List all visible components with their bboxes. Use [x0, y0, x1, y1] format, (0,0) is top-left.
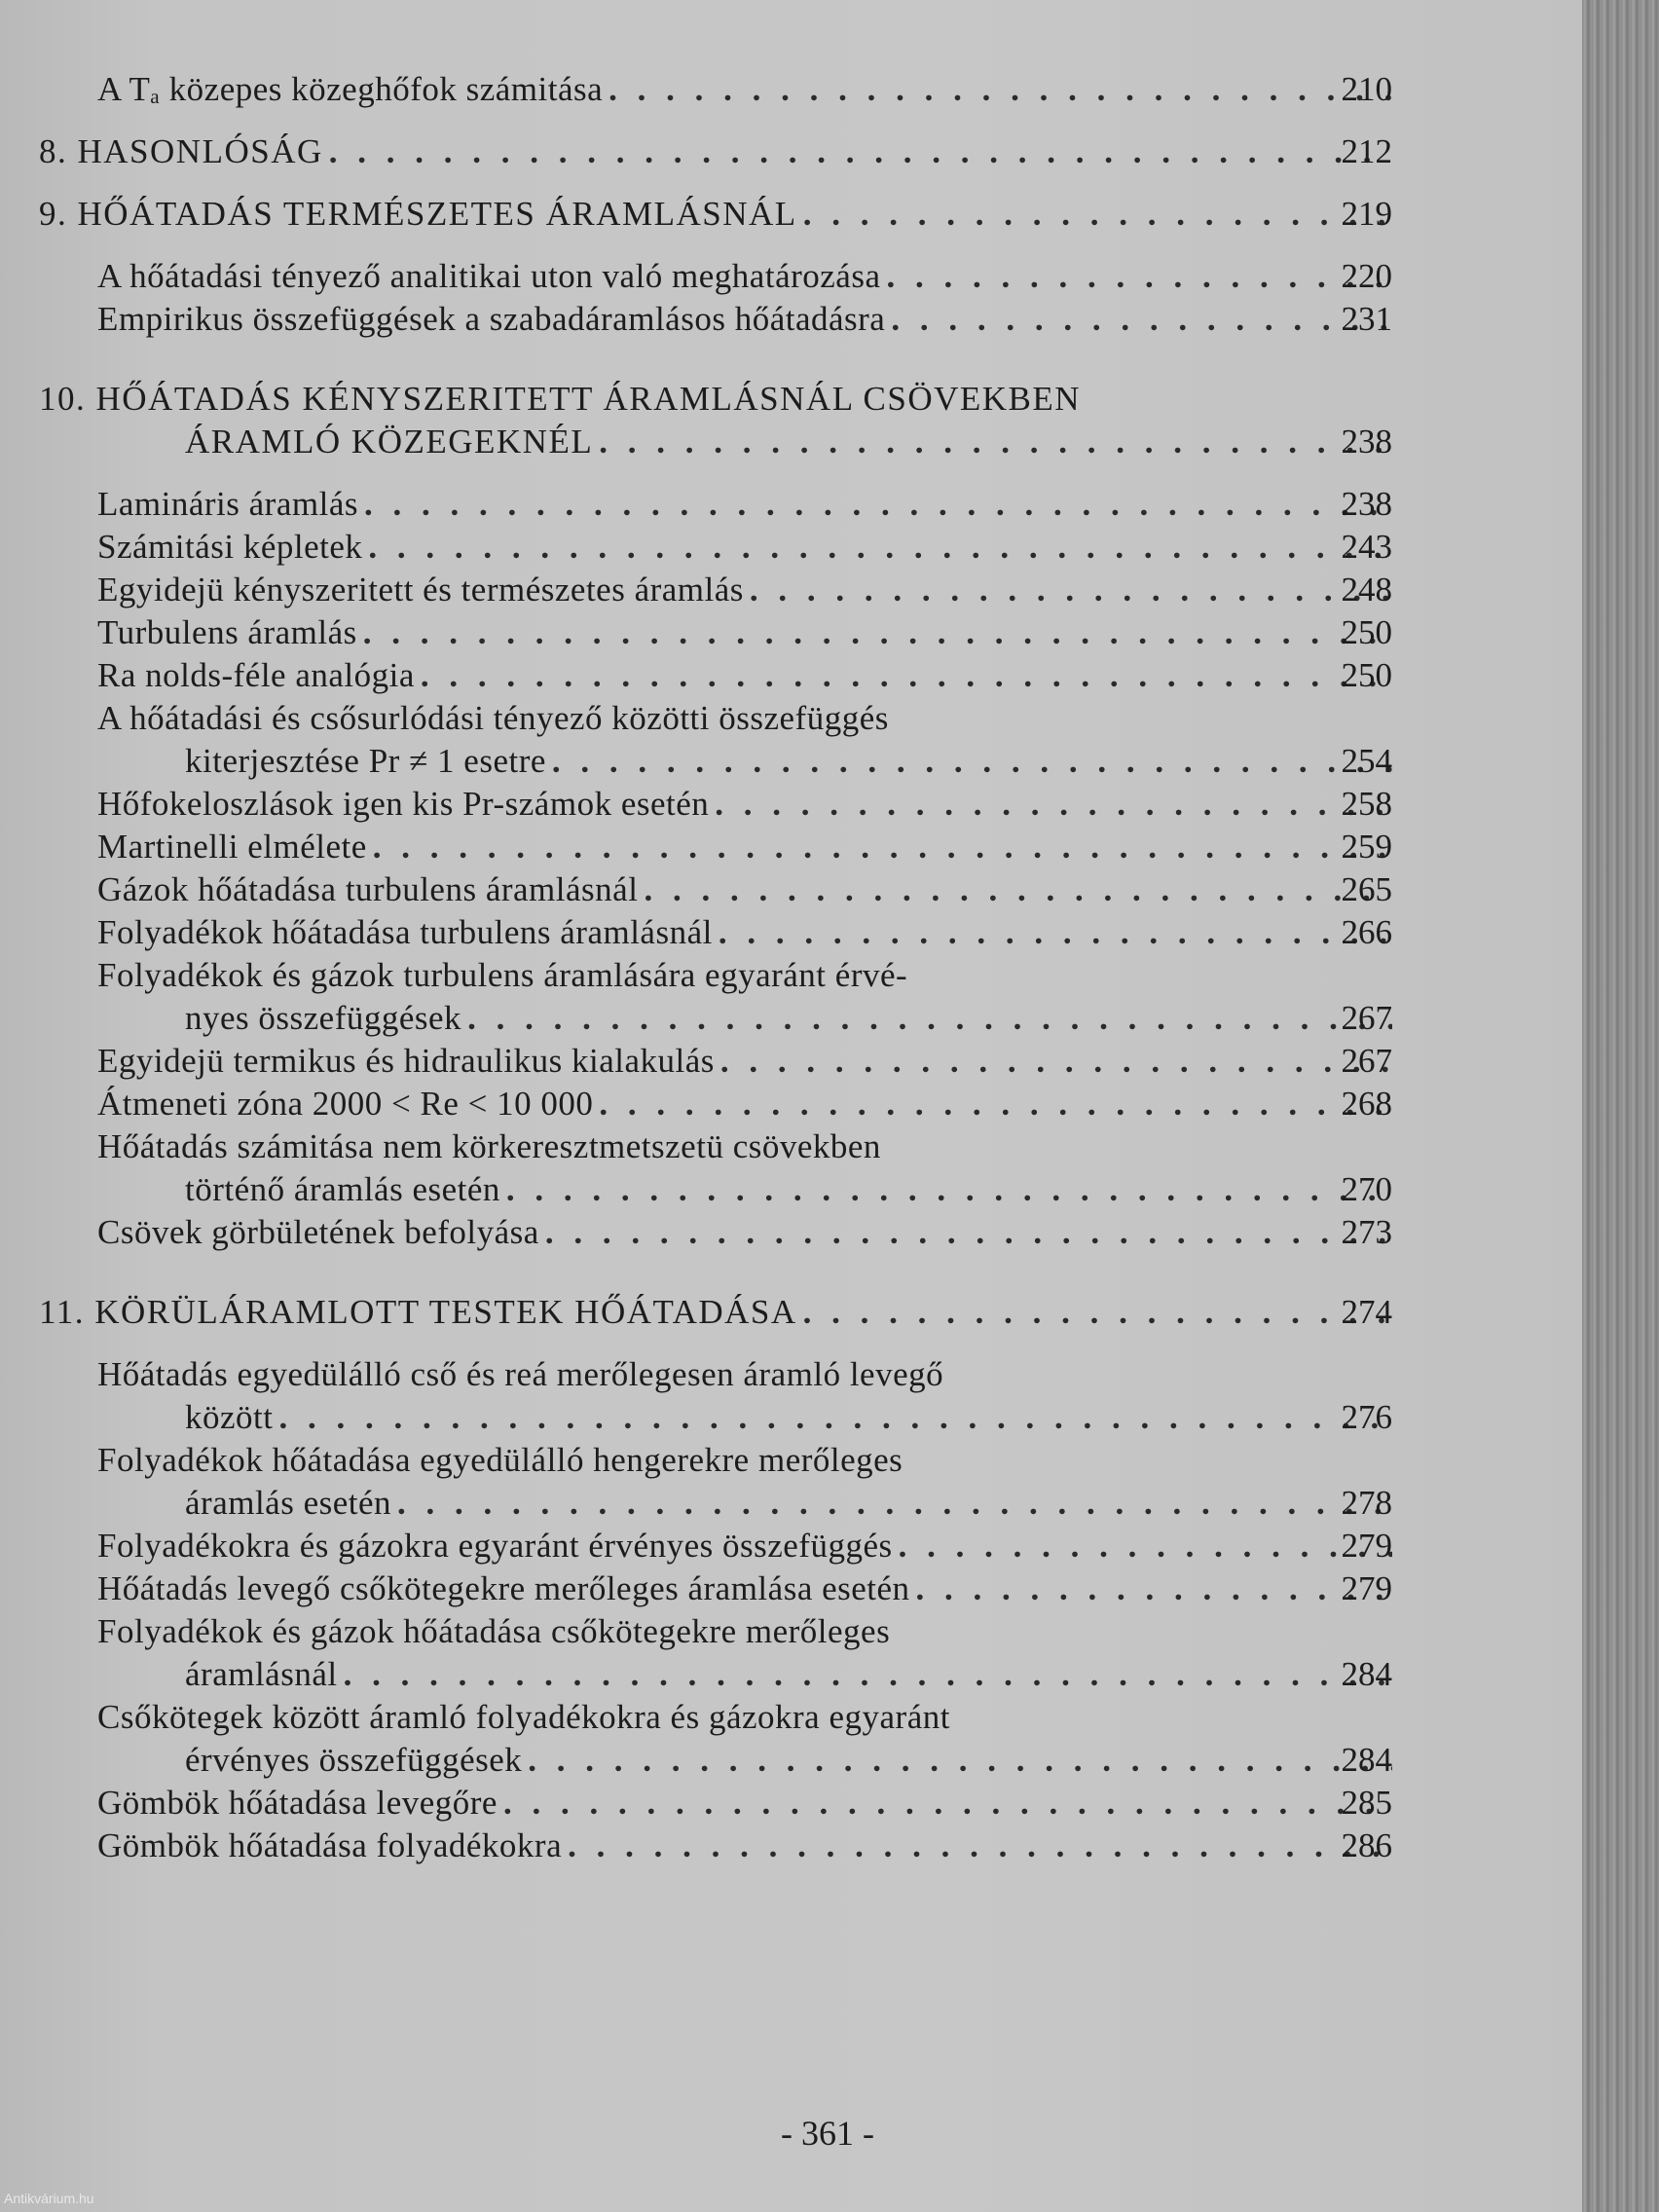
toc-entry-text: Martinelli elmélete [97, 828, 367, 866]
toc-entry [39, 654, 1392, 697]
watermark: Antikvárium.hu [4, 2191, 94, 2206]
toc-page-number: 278 [1341, 1484, 1392, 1522]
toc-entry-text: Hőátadás levegő csőkötegekre merőleges áramlása esetén [97, 1569, 910, 1607]
toc-page-number: 276 [1341, 1398, 1392, 1436]
toc-entry-text: érvényes összefüggések [185, 1741, 523, 1779]
toc-entry-text: Hőátadás egyedülálló cső és reá merőlegesen áramló levegő [97, 1355, 944, 1393]
toc-entry-text: 9. HŐÁTADÁS TERMÉSZETES ÁRAMLÁSNÁL [39, 195, 797, 233]
toc-entry [39, 483, 1392, 526]
toc-page-number: 250 [1341, 656, 1392, 694]
table-of-contents [39, 68, 1392, 1867]
toc-entry [39, 1525, 1392, 1567]
toc-entry-text: Folyadékok és gázok hőátadása csőkötegekre merőleges [97, 1612, 891, 1650]
toc-page-number: 274 [1341, 1293, 1392, 1331]
dot-leader [528, 1739, 1392, 1782]
dot-leader [503, 1782, 1392, 1825]
dot-leader [552, 740, 1392, 783]
dot-leader [329, 130, 1392, 173]
toc-page-number: 265 [1341, 870, 1392, 908]
toc-entry [39, 68, 1392, 111]
toc-page-number: 231 [1341, 300, 1392, 338]
toc-entry [39, 1211, 1392, 1254]
toc-entry [39, 569, 1392, 611]
toc-entry-text: A hőátadási tényező analitikai uton való meghatározása [97, 257, 881, 295]
toc-page-number: 243 [1341, 528, 1392, 566]
toc-page-number: 286 [1341, 1826, 1392, 1864]
toc-entry-text: Turbulens áramlás [97, 613, 357, 651]
toc-entry-text: 11. KÖRÜLÁRAMLOTT TESTEK HŐÁTADÁSA [39, 1293, 797, 1331]
toc-entry [39, 526, 1392, 569]
toc-entry-text: Egyidejü kényszeritett és természetes áramlás [97, 571, 744, 608]
toc-entry-text: 8. HASONLÓSÁG [39, 132, 323, 170]
toc-chapter [39, 130, 1392, 173]
toc-entry-text: áramlás esetén [185, 1484, 392, 1522]
toc-page-number: 258 [1341, 785, 1392, 823]
toc-chapter [39, 193, 1392, 236]
toc-page-number: 238 [1341, 423, 1392, 461]
toc-entry-text: Átmeneti zóna 2000 < Re < 10 000 [97, 1085, 594, 1123]
toc-entry-text: Folyadékok hőátadása egyedülálló hengerekre merőleges [97, 1441, 903, 1479]
toc-entry-text: Empirikus összefüggések a szabadáramlásos hőátadásra [97, 300, 886, 338]
dot-leader [568, 1825, 1392, 1867]
toc-page-number: 267 [1341, 1042, 1392, 1080]
dot-leader [467, 997, 1392, 1040]
toc-page-number: 285 [1341, 1784, 1392, 1822]
toc-entry-continuation [39, 1396, 1392, 1439]
toc-entry-text: kiterjesztése Pr ≠ 1 esetre [185, 742, 546, 780]
dot-leader [373, 826, 1392, 868]
toc-page-number: 210 [1341, 70, 1392, 108]
toc-page-number: 268 [1341, 1085, 1392, 1123]
toc-page-number: 250 [1341, 613, 1392, 651]
toc-entry [39, 1782, 1392, 1825]
dot-leader [397, 1482, 1392, 1525]
dot-leader [599, 1083, 1392, 1125]
toc-entry [39, 1353, 1392, 1396]
toc-chapter-continuation [39, 421, 1392, 463]
toc-entry [39, 1696, 1392, 1739]
toc-entry-text: Hőátadás számitása nem körkeresztmetszetü csövekben [97, 1127, 881, 1165]
toc-entry [39, 697, 1392, 740]
toc-entry-text: Gázok hőátadása turbulens áramlásnál [97, 870, 639, 908]
book-binding [1582, 0, 1659, 2212]
toc-entry-text: Folyadékok hőátadása turbulens áramlásnál [97, 913, 713, 951]
toc-entry-continuation [39, 1482, 1392, 1525]
toc-entry-text: Gömbök hőátadása folyadékokra [97, 1826, 563, 1864]
toc-entry-continuation [39, 1168, 1392, 1211]
toc-entry [39, 1083, 1392, 1125]
toc-entry [39, 954, 1392, 997]
page-number: - 361 - [781, 2114, 874, 2153]
toc-page-number: 273 [1341, 1213, 1392, 1251]
toc-entry [39, 868, 1392, 911]
toc-page-number: 279 [1341, 1569, 1392, 1607]
toc-entry-text: Csövek görbületének befolyása [97, 1213, 539, 1251]
toc-entry-text: Folyadékok és gázok turbulens áramlására egyaránt érvé- [97, 956, 908, 994]
toc-entry-continuation [39, 740, 1392, 783]
toc-page-number: 212 [1341, 132, 1392, 170]
toc-entry-text: áramlásnál [185, 1655, 338, 1693]
toc-page-number: 266 [1341, 913, 1392, 951]
toc-entry-text: Gömbök hőátadása levegőre [97, 1784, 498, 1822]
toc-entry-text: Lamináris áramlás [97, 485, 358, 523]
toc-page-number: 279 [1341, 1527, 1392, 1565]
toc-entry-text: történő áramlás esetén [185, 1170, 500, 1208]
toc-entry [39, 1040, 1392, 1083]
dot-leader [278, 1396, 1392, 1439]
dot-leader [599, 421, 1392, 463]
toc-entry [39, 1125, 1392, 1168]
toc-entry-text: ÁRAMLÓ KÖZEGEKNÉL [185, 423, 594, 461]
dot-leader [364, 483, 1392, 526]
dot-leader [421, 654, 1392, 697]
toc-entry [39, 1567, 1392, 1610]
toc-entry-text: Ra nolds-féle analógia [97, 656, 415, 694]
toc-entry [39, 1439, 1392, 1482]
toc-page-number: 238 [1341, 485, 1392, 523]
toc-entry [39, 255, 1392, 298]
toc-entry-text: A Tₐ közepes közeghőfok számitása [97, 70, 604, 108]
dot-leader [368, 526, 1392, 569]
toc-page-number: 248 [1341, 571, 1392, 608]
toc-page-number: 220 [1341, 257, 1392, 295]
dot-leader [506, 1168, 1392, 1211]
toc-page-number: 284 [1341, 1655, 1392, 1693]
toc-entry [39, 1825, 1392, 1867]
toc-entry-text: Csőkötegek között áramló folyadékokra és gázokra egyaránt [97, 1698, 950, 1736]
toc-entry-text: nyes összefüggések [185, 999, 462, 1037]
toc-page-number: 259 [1341, 828, 1392, 866]
dot-leader [363, 611, 1392, 654]
toc-chapter [39, 378, 1392, 421]
toc-entry-text: Egyidejü termikus és hidraulikus kialakulás [97, 1042, 715, 1080]
toc-entry [39, 826, 1392, 868]
toc-entry [39, 298, 1392, 341]
toc-page-number: 219 [1341, 195, 1392, 233]
toc-page-number: 270 [1341, 1170, 1392, 1208]
toc-page-number: 267 [1341, 999, 1392, 1037]
toc-entry-text: Folyadékokra és gázokra egyaránt érvényes összefüggés [97, 1527, 893, 1565]
toc-entry-text: A hőátadási és csősurlódási tényező közötti összefüggés [97, 699, 889, 737]
toc-entry-text: Számitási képletek [97, 528, 363, 566]
dot-leader [344, 1653, 1392, 1696]
dot-leader [545, 1211, 1392, 1254]
toc-entry [39, 611, 1392, 654]
toc-entry [39, 911, 1392, 954]
toc-entry [39, 1610, 1392, 1653]
toc-entry [39, 783, 1392, 826]
toc-page-number: 284 [1341, 1741, 1392, 1779]
toc-entry-continuation [39, 997, 1392, 1040]
toc-page-number: 254 [1341, 742, 1392, 780]
toc-chapter [39, 1291, 1392, 1334]
toc-entry-continuation [39, 1739, 1392, 1782]
toc-entry-continuation [39, 1653, 1392, 1696]
toc-entry-text: 10. HŐÁTADÁS KÉNYSZERITETT ÁRAMLÁSNÁL CSÖVEKBEN [39, 380, 1082, 418]
toc-entry-text: Hőfokeloszlások igen kis Pr-számok esetén [97, 785, 710, 823]
toc-entry-text: között [185, 1398, 274, 1436]
